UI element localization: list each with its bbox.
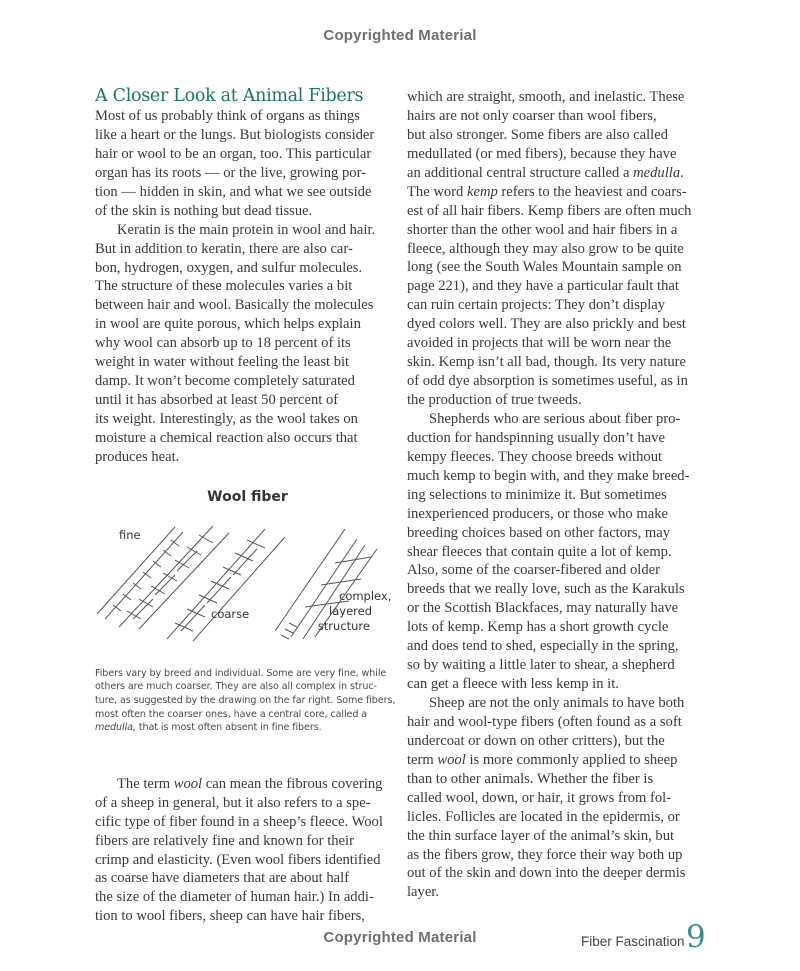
label-fine: fine [119,527,141,542]
text-line: out of the skin and down into the deeper dermis [407,865,686,882]
copyright-watermark-bottom: Copyrighted Material [323,929,477,946]
text-line: like a heart or the lungs. But biologists consider [95,126,375,143]
text-line: the production of true tweeds. [407,392,582,408]
text-line: Also, some of the coarser-fibered and older [407,562,660,579]
text-line: until it has absorbed at least 50 percent of [95,392,339,409]
text-line: hairs are not only coarser than wool fibers, [407,107,657,124]
text-line: damp. It won’t become completely saturated [95,373,355,390]
text-line: the size of the diameter of human hair.) In addi- [95,889,374,906]
text-span: an additional central structure called a [407,164,634,181]
text-line: but also stronger. Some fibers are also called [407,126,668,143]
text-line: so by waiting a little later to shear, a shepherd [407,657,675,674]
caption-line: Fibers vary by breed and individual. Some are very fine, while [95,667,387,679]
text-line: inexperienced producers, or those who make [407,505,668,522]
paragraph-hair-fibers [407,88,707,410]
text-span: . [680,164,684,181]
text-line: tion — hidden in skin, and what we see outside [95,183,372,200]
text-span: The word [407,183,467,200]
label-structure: structure [317,618,370,633]
text-line: or the Scottish Blackfaces, may naturally have [407,600,679,617]
caption-italic-medulla: medulla, [95,722,136,734]
text-span: refers to the heaviest and coars- [497,183,687,200]
text-line: bon, hydrogen, oxygen, and sulfur molecules. [95,259,363,276]
text-span: term [407,751,438,768]
text-line: between hair and wool. Basically the molecules [95,297,374,314]
text-line: shear fleeces that contain quite a lot of kemp. [407,543,672,560]
italic-term: wool [173,775,203,792]
text-line: skin. Kemp isn’t all bad, though. Its very nature [407,354,686,371]
text-line: as the fibers grow, they force their way both up [407,846,683,863]
text-span: is more commonly applied to sheep [465,751,678,768]
text-line: than to other animals. Whether the fiber is [407,770,654,787]
text-line: in wool are quite porous, which helps explain [95,316,361,333]
left-column [95,86,395,926]
text-line: which are straight, smooth, and inelastic. These [407,89,685,105]
paragraph-other-animals [407,694,707,902]
right-column [407,88,707,902]
text-line: layer. [407,884,440,901]
text-line: as coarse have diameters that are about half [95,870,350,887]
italic-term: wool [437,751,466,768]
paragraph-keratin [95,221,395,467]
text-line: undercoat or down on other critters), but the [407,732,665,749]
text-line: duction for handspinning usually don’t have [407,429,665,446]
caption-text: that is most often absent in fine fibers. [135,722,322,734]
text-line: avoided in projects that will be worn near the [407,335,672,352]
text-line: the thin surface layer of the animal’s skin, but [407,827,675,844]
text-line: licles. Follicles are located in the epidermis, or [407,808,680,825]
italic-term: medulla [633,164,681,181]
text-line: of the skin is nothing but dead tissue. [95,202,313,219]
caption-line: ture, as suggested by the drawing on the far right. Some fibers, [95,695,396,706]
text-line: its weight. Interestingly, as the wool takes on [95,411,358,427]
paragraph-shepherds [407,410,707,694]
text-line: breeding choices based on other factors, may [407,524,670,541]
wool-fiber-figure [95,489,400,649]
text-line: and does tend to shed, especially in the spring, [407,638,679,655]
text-line: The structure of these molecules varies a bit [95,278,353,295]
text-line: fleece, although they may also grow to be quite [407,240,684,257]
text-line: hair or wool to be an organ, too. This particular [95,145,372,162]
label-complex: complex, [339,588,392,603]
text-line [407,751,707,770]
text-line: But in addition to keratin, there are also car- [95,240,353,257]
text-line [95,775,395,794]
paragraph-organs [95,107,395,221]
text-line: Most of us probably think of organs as things [95,108,360,124]
italic-term: kemp [466,183,498,200]
text-line: long (see the South Wales Mountain sample on [407,259,682,276]
section-heading: A Closer Look at Animal Fibers [95,86,364,106]
text-line: medullated (or med fibers), because they have [407,145,677,162]
text-line: weight in water without feeling the least bit [95,354,350,371]
text-line: much kemp to begin with, and they make breed- [407,467,690,484]
figure-title: Wool fiber [207,488,288,505]
text-line: ing selections to minimize it. But sometimes [407,486,667,503]
text-line: hair and wool-type fibers (often found as a soft [407,713,682,730]
text-line: page 221), and they have a particular fault that [407,278,679,295]
text-line: crimp and elasticity. (Even wool fibers identified [95,851,381,868]
text-line: kempy fleeces. They choose breeds without [407,448,663,465]
paragraph-term-wool [95,775,395,927]
text-line: produces heat. [95,448,180,465]
text-line: Shepherds who are serious about fiber pro- [429,410,681,427]
text-line: tion to wool fibers, sheep can have hair fibers, [95,908,365,925]
label-coarse: coarse [211,606,250,621]
text-line: breeds that we really love, such as the Karakuls [407,581,685,598]
caption-line: most often the coarser ones, have a central core, called a [95,708,368,720]
text-line: est of all hair fibers. Kemp fibers are often much [407,202,692,219]
text-line: organ has its roots — or the live, growing por- [95,164,367,181]
text-line: dyed colors well. They are also prickly and best [407,316,686,333]
text-line: can get a fleece with less kemp in it. [407,676,619,693]
caption-line: others are much coarser. They are also all complex in struc- [95,681,377,693]
text-line: cific type of fiber found in a sheep’s fleece. Wool [95,813,383,830]
page-number: 9 [686,919,706,955]
text-line: moisture a chemical reaction also occurs that [95,429,358,446]
running-footer-title: Fiber Fascination [581,934,685,949]
text-line: can ruin certain projects: They don’t display [407,297,666,314]
text-line [407,164,707,183]
text-line: Sheep are not the only animals to have both [429,695,685,711]
copyright-watermark-top: Copyrighted Material [323,27,477,44]
text-line: of a sheep in general, but it also refers to a spe- [95,794,371,811]
text-line: of odd dye absorption is sometimes useful, as in [407,373,688,390]
text-line: called wool, down, or hair, it grows from fol- [407,789,672,806]
text-span: The term [117,775,174,792]
label-layered: layered [329,603,372,618]
text-line: shorter than the other wool and hair fibers in a [407,221,678,238]
text-line: lots of kemp. Kemp has a short growth cycle [407,619,669,636]
caption-line [95,721,395,735]
text-line [407,183,707,202]
text-line: fibers are relatively fine and known for their [95,832,354,849]
text-span: can mean the fibrous covering [202,775,383,792]
text-line: why wool can absorb up to 18 percent of its [95,335,351,352]
text-line: Keratin is the main protein in wool and hair. [117,221,376,238]
figure-caption [95,667,395,735]
